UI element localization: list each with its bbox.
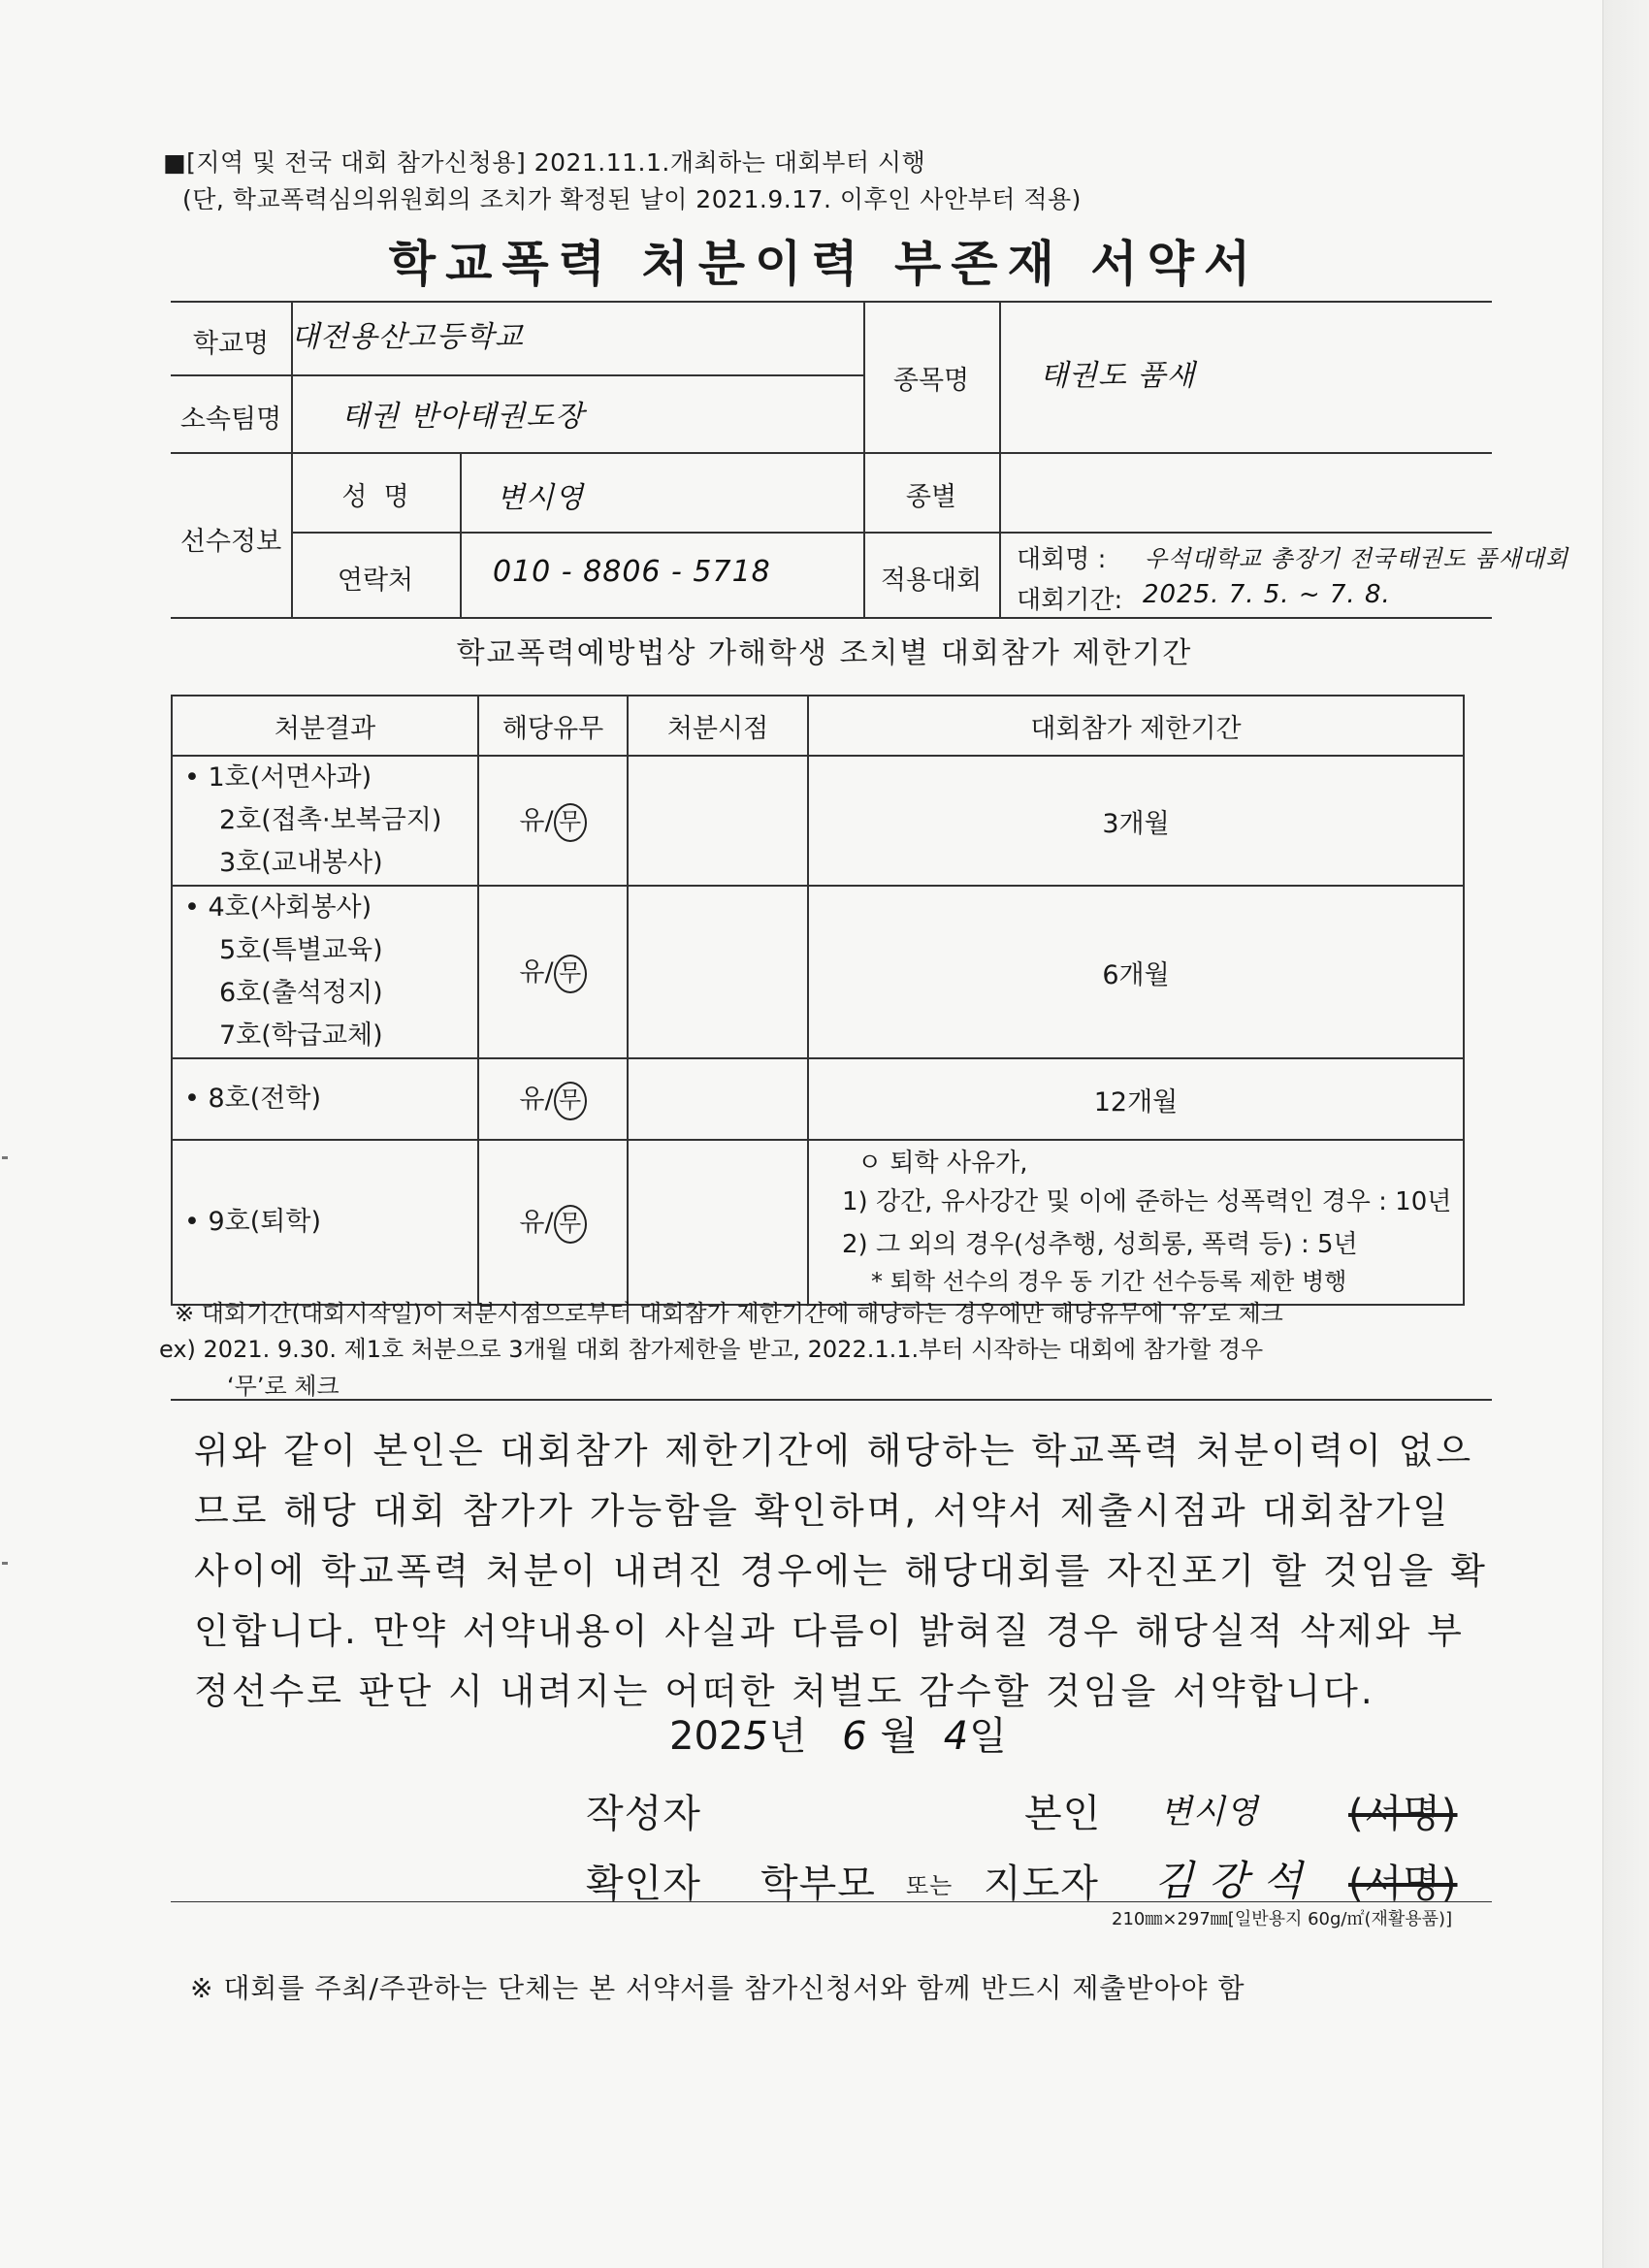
date-month-hw: 6 [842, 1714, 868, 1759]
time-cell [628, 1140, 808, 1305]
applicable-cell [478, 1140, 628, 1305]
event-label: 종목명 [892, 366, 970, 396]
table-row [172, 886, 1464, 1058]
date-day-label: 일 [969, 1714, 1007, 1759]
team-value: 태권 반아태권도장 [341, 400, 585, 434]
contact-value: 010 - 8806 - 5718 [493, 555, 771, 589]
measure-item: 6호(출석정지) [219, 978, 383, 1008]
circled-no: 무 [554, 803, 587, 842]
measure-list [172, 886, 478, 1058]
measure-item: 3호(교내봉사) [219, 848, 383, 878]
school-label: 학교명 [192, 329, 270, 359]
header-line-2: (단, 학교폭력심의위원회의 조치가 확정된 날이 2021.9.17. 이후인 사안부터 적용) [182, 185, 1082, 213]
self-signature: 변시영 [1160, 1793, 1259, 1831]
grid-line [171, 301, 1492, 303]
measure-list [172, 1140, 478, 1305]
date-day-hw: 4 [943, 1714, 970, 1759]
applied-comp-label: 적용대회 [880, 566, 983, 596]
comp-period-value: 2025. 7. 5. ~ 7. 8. [1143, 580, 1391, 609]
expulsion-line: 1) 강간, 유사강간 및 이에 준하는 성폭력인 경우 : 10년 [842, 1186, 1452, 1216]
note-1: ※ 대회기간(대회시작일)이 처분시점으로부터 대회참가 제한기간에 해당하는 경우에만 해당유무에 ‘유’로 체크 [175, 1300, 1283, 1327]
period-cell: 3개월 [808, 756, 1464, 886]
grid-line [171, 452, 1492, 454]
period-cell: 6개월 [808, 886, 1464, 1058]
date-year-prefix: 202 [669, 1714, 744, 1759]
sign-label-1: (서명) [1348, 1792, 1458, 1836]
measure-list [172, 1058, 478, 1140]
date-year-hw: 5 [743, 1714, 769, 1759]
table-row [172, 1140, 1464, 1305]
signing-date [669, 1705, 1007, 1761]
coach-label: 지도자 [984, 1862, 1099, 1906]
parent-label: 학부모 [760, 1862, 876, 1906]
expulsion-line: 2) 그 외의 경우(성추행, 성희롱, 폭력 등) : 5년 [842, 1229, 1358, 1259]
comp-name-value: 우석대학교 총장기 전국태권도 품새대회 [1145, 545, 1569, 572]
or-label: 또는 [906, 1872, 954, 1899]
note-2-line-2: ‘무’로 체크 [227, 1373, 340, 1400]
applicable-cell [478, 756, 628, 886]
paper-spec: 210㎜×297㎜[일반용지 60g/㎡(재활용품)] [1112, 1909, 1453, 1929]
coach-signature: 김 강 석 [1154, 1857, 1304, 1904]
yn-prefix: 유/ [519, 806, 554, 836]
table-header-row [172, 696, 1464, 756]
time-cell [628, 1058, 808, 1140]
date-year-label: 년 [768, 1714, 807, 1759]
player-info-label: 선수정보 [179, 527, 282, 557]
measure-item: • 1호(서면사과) [184, 762, 372, 793]
applicable-cell [478, 886, 628, 1058]
period-cell: 12개월 [808, 1058, 1464, 1140]
table-row [172, 756, 1464, 886]
date-month-label: 월 [880, 1714, 918, 1759]
writer-label: 작성자 [586, 1792, 701, 1836]
grid-line [171, 374, 863, 376]
team-label: 소속팀명 [179, 405, 282, 435]
scan-mark [2, 1156, 8, 1159]
confirm-label: 확인자 [586, 1862, 701, 1906]
circled-no: 무 [554, 955, 587, 993]
event-value: 태권도 품새 [1040, 359, 1196, 393]
restriction-table [171, 695, 1465, 1306]
yn-prefix: 유/ [519, 1085, 554, 1115]
self-label: 본인 [1024, 1792, 1102, 1836]
expulsion-line: ㅇ 퇴학 사유가, [857, 1148, 1028, 1178]
bottom-rule [171, 1901, 1492, 1902]
yn-prefix: 유/ [519, 1208, 554, 1238]
time-cell [628, 756, 808, 886]
circled-no: 무 [554, 1082, 587, 1120]
header-period: 대회참가 제한기간 [808, 696, 1464, 756]
measure-item: 7호(학급교체) [219, 1021, 383, 1051]
pledge-text: 위와 같이 본인은 대회참가 제한기간에 해당하는 학교폭력 처분이력이 없으므로 해당 대회 참가가 가능함을 확인하며, 서약서 제출시점과 대회참가일 사이에 학교폭력 처분이 내려진 경우에는 해당대회를 자진포기 할 것임을 확인합니다. 만약 서약내용이 사실과 다름이 밝혀질 경우 해당실적 삭제와 부정선수로 판단 시 내려지는 어떠한 처벌도 감수할 것임을 서약합니다. [194, 1430, 1488, 1712]
time-cell [628, 886, 808, 1058]
note-2 [159, 1331, 1498, 1405]
measure-item: 2호(접촉·보복금지) [219, 805, 442, 835]
header-result: 처분결과 [172, 696, 478, 756]
measure-item: • 4호(사회봉사) [184, 892, 372, 923]
circled-no: 무 [554, 1205, 587, 1244]
grid-line [171, 617, 1492, 619]
measure-list [172, 756, 478, 886]
name-label: 성 명 [341, 482, 409, 512]
expulsion-period-cell [808, 1140, 1464, 1305]
yn-prefix: 유/ [519, 957, 554, 988]
note-2-line-1: ex) 2021. 9.30. 제1호 처분으로 3개월 대회 참가제한을 받고, 2022.1.1.부터 시작하는 대회에 참가할 경우 [159, 1336, 1264, 1363]
gender-label: 종별 [905, 482, 957, 512]
table-row [172, 1058, 1464, 1140]
measure-item: • 9호(퇴학) [184, 1207, 321, 1237]
contact-label: 연락처 [337, 566, 414, 596]
measure-item: 5호(특별교육) [219, 935, 383, 965]
header-time: 처분시점 [628, 696, 808, 756]
sign-label-2: (서명) [1348, 1862, 1458, 1906]
grid-line [291, 532, 1492, 534]
header-applicable: 해당유무 [478, 696, 628, 756]
grid-line [999, 301, 1001, 617]
comp-period-label: 대회기간: [1017, 586, 1123, 615]
section-divider [171, 1399, 1492, 1401]
name-value: 변시영 [497, 481, 584, 515]
restriction-title: 학교폭력예방법상 가해학생 조치별 대회참가 제한기간 [456, 636, 1193, 670]
header-line-1: ■[지역 및 전국 대회 참가신청용] 2021.11.1.개최하는 대회부터 시행 [163, 148, 926, 177]
comp-name-label: 대회명 : [1017, 545, 1107, 574]
school-value: 대전용산고등학교 [291, 320, 524, 354]
expulsion-line: * 퇴학 선수의 경우 동 기간 선수등록 제한 병행 [871, 1267, 1347, 1295]
document-title: 학교폭력 처분이력 부존재 서약서 [388, 236, 1261, 292]
page-edge-shadow [1602, 0, 1649, 2268]
applicable-cell [478, 1058, 628, 1140]
footer-note: ※ 대회를 주최/주관하는 단체는 본 서약서를 참가신청서와 함께 반드시 제출받아야 함 [190, 1972, 1245, 2004]
scan-mark [2, 1562, 8, 1565]
measure-item: • 8호(전학) [184, 1084, 321, 1114]
grid-line [460, 452, 462, 617]
